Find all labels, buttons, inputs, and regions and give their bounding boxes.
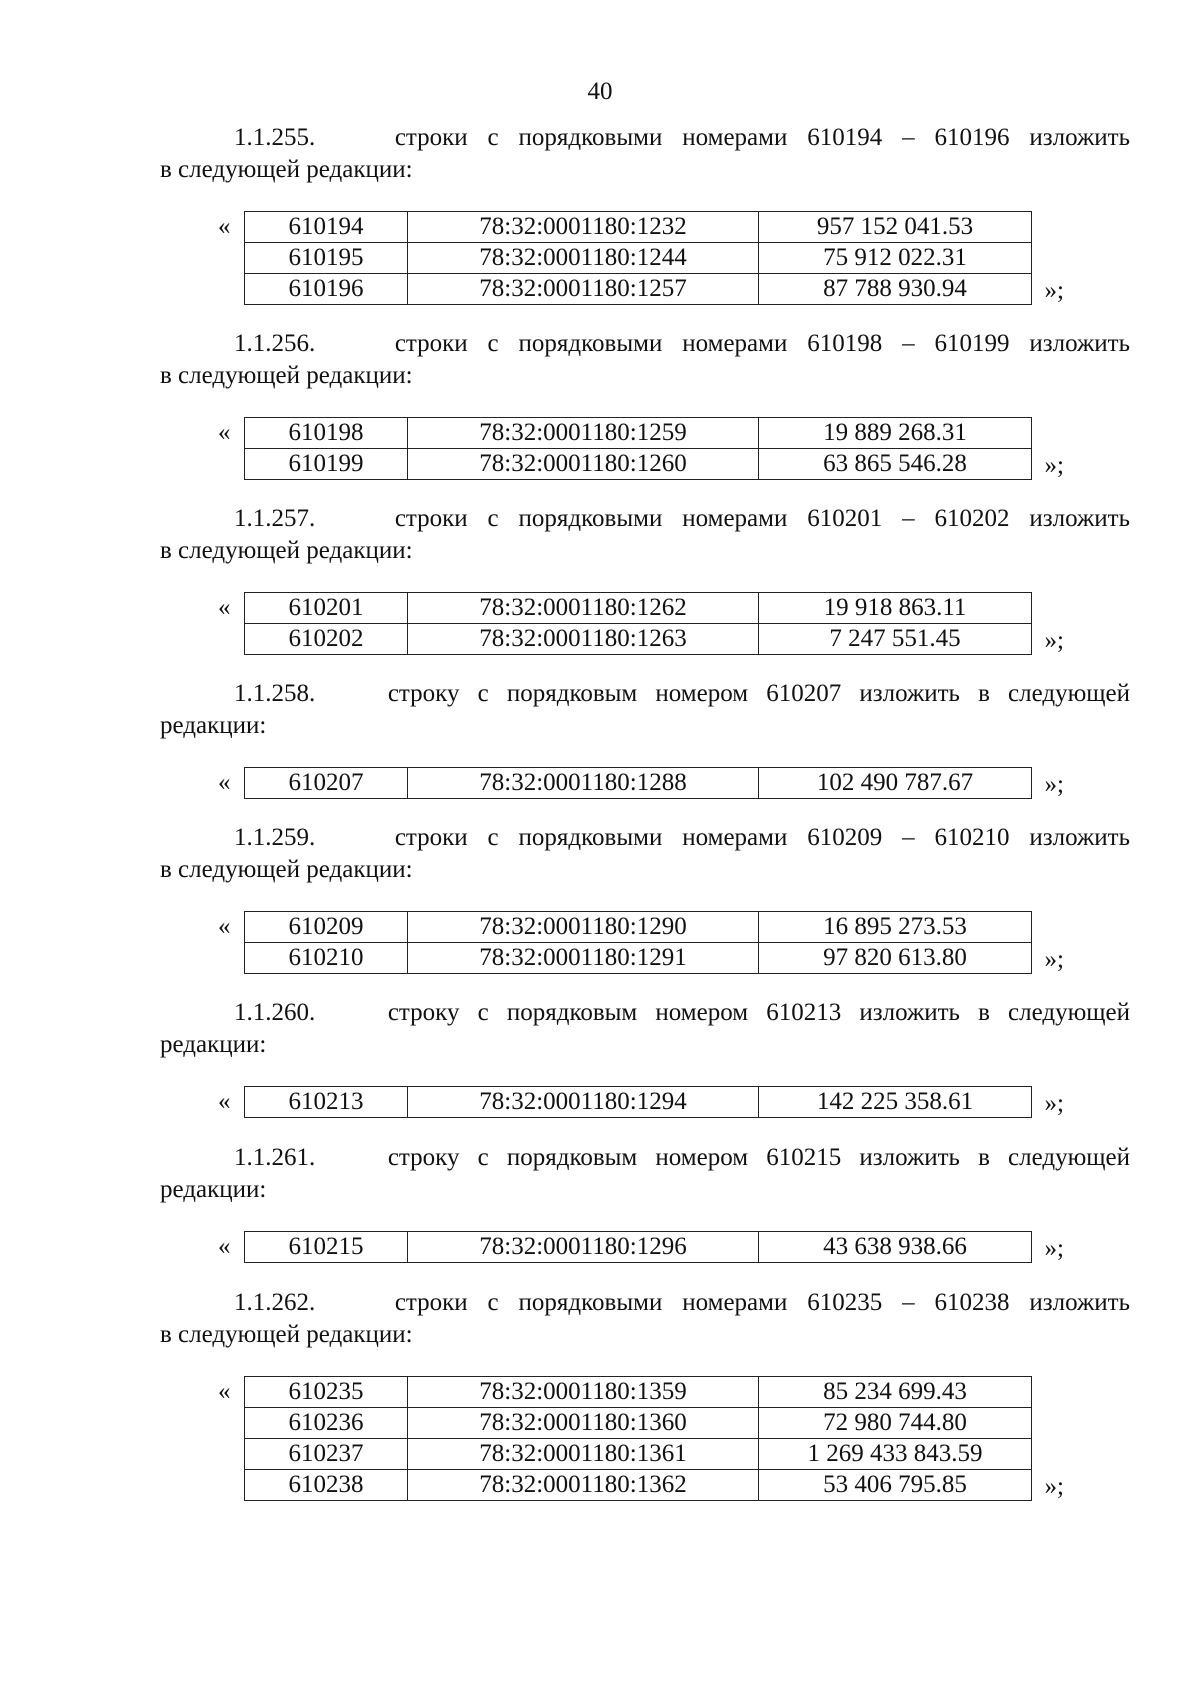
cadastral-number-cell: 78:32:0001180:1294 [408, 1087, 759, 1118]
open-quote: « [218, 769, 231, 796]
amendment-continuation: редакции: [160, 1031, 267, 1058]
table-row [245, 449, 1032, 480]
value-cell: 87 788 930.94 [759, 274, 1032, 305]
value-cell: 75 912 022.31 [759, 243, 1032, 274]
value-cell: 16 895 273.53 [759, 912, 1032, 943]
amendment-section [160, 678, 1130, 799]
close-quote: »; [1044, 452, 1064, 479]
row-number-cell: 610201 [245, 593, 408, 624]
replacement-table [244, 417, 1032, 480]
row-number-cell: 610202 [245, 624, 408, 655]
amendment-continuation: в следующей редакции: [160, 1321, 413, 1348]
table-row [245, 1377, 1032, 1408]
replacement-table [244, 1086, 1032, 1118]
cadastral-number-cell: 78:32:0001180:1259 [408, 418, 759, 449]
cadastral-number-cell: 78:32:0001180:1359 [408, 1377, 759, 1408]
replacement-table-wrap [218, 592, 1064, 655]
value-cell: 53 406 795.85 [759, 1470, 1032, 1501]
amendment-section [160, 997, 1130, 1118]
table-row [245, 1087, 1032, 1118]
cadastral-number-cell: 78:32:0001180:1262 [408, 593, 759, 624]
value-cell: 63 865 546.28 [759, 449, 1032, 480]
amendment-continuation: в следующей редакции: [160, 537, 413, 564]
open-quote: « [218, 1088, 231, 1115]
open-quote: « [218, 1378, 231, 1405]
amendment-heading: 1.1.261. строку с порядковым номером 610215 изложить в следующей [234, 1144, 1130, 1171]
row-number-cell: 610213 [245, 1087, 408, 1118]
amendment-text [160, 997, 1130, 1061]
replacement-table [244, 911, 1032, 974]
amendment-heading: 1.1.258. строку с порядковым номером 610207 изложить в следующей [234, 680, 1130, 707]
replacement-table-wrap [218, 1376, 1064, 1501]
table-row [245, 274, 1032, 305]
amendment-heading: 1.1.262. строки с порядковыми номерами 610235 – 610238 изложить [234, 1289, 1130, 1316]
close-quote: »; [1044, 1473, 1064, 1500]
amendment-text [160, 328, 1130, 392]
page-number: 40 [587, 78, 613, 105]
close-quote: »; [1044, 1090, 1064, 1117]
replacement-table [244, 211, 1032, 305]
row-number-cell: 610238 [245, 1470, 408, 1501]
replacement-table [244, 1231, 1032, 1263]
cadastral-number-cell: 78:32:0001180:1260 [408, 449, 759, 480]
open-quote: « [218, 419, 231, 446]
open-quote: « [218, 594, 231, 621]
row-number-cell: 610209 [245, 912, 408, 943]
replacement-table-wrap [218, 767, 1064, 799]
amendment-heading: 1.1.260. строку с порядковым номером 610213 изложить в следующей [234, 999, 1130, 1026]
cadastral-number-cell: 78:32:0001180:1288 [408, 768, 759, 799]
row-number-cell: 610215 [245, 1232, 408, 1263]
cadastral-number-cell: 78:32:0001180:1257 [408, 274, 759, 305]
open-quote: « [218, 213, 231, 240]
amendment-heading: 1.1.255. строки с порядковыми номерами 610194 – 610196 изложить [234, 124, 1130, 151]
amendment-section [160, 328, 1130, 480]
amendment-continuation: редакции: [160, 1176, 267, 1203]
amendment-continuation: в следующей редакции: [160, 856, 413, 883]
table-row [245, 418, 1032, 449]
amendment-section [160, 1142, 1130, 1263]
row-number-cell: 610236 [245, 1408, 408, 1439]
amendment-section [160, 1287, 1130, 1501]
value-cell: 7 247 551.45 [759, 624, 1032, 655]
row-number-cell: 610194 [245, 212, 408, 243]
amendment-text [160, 678, 1130, 742]
row-number-cell: 610198 [245, 418, 408, 449]
cadastral-number-cell: 78:32:0001180:1291 [408, 943, 759, 974]
cadastral-number-cell: 78:32:0001180:1263 [408, 624, 759, 655]
value-cell: 97 820 613.80 [759, 943, 1032, 974]
close-quote: »; [1044, 771, 1064, 798]
amendment-text [160, 503, 1130, 567]
table-row [245, 912, 1032, 943]
replacement-table-wrap [218, 417, 1064, 480]
value-cell: 1 269 433 843.59 [759, 1439, 1032, 1470]
amendment-continuation: в следующей редакции: [160, 362, 413, 389]
amendment-continuation: редакции: [160, 712, 267, 739]
value-cell: 19 889 268.31 [759, 418, 1032, 449]
table-row [245, 212, 1032, 243]
replacement-table-wrap [218, 211, 1064, 305]
open-quote: « [218, 913, 231, 940]
cadastral-number-cell: 78:32:0001180:1360 [408, 1408, 759, 1439]
replacement-table-wrap [218, 911, 1064, 974]
close-quote: »; [1044, 946, 1064, 973]
replacement-table [244, 592, 1032, 655]
value-cell: 142 225 358.61 [759, 1087, 1032, 1118]
close-quote: »; [1044, 277, 1064, 304]
amendment-text [160, 1142, 1130, 1206]
table-row [245, 1470, 1032, 1501]
amendment-text [160, 122, 1130, 186]
amendment-heading: 1.1.259. строки с порядковыми номерами 610209 – 610210 изложить [234, 824, 1130, 851]
table-row [245, 1439, 1032, 1470]
table-row [245, 1232, 1032, 1263]
row-number-cell: 610210 [245, 943, 408, 974]
cadastral-number-cell: 78:32:0001180:1290 [408, 912, 759, 943]
amendment-section [160, 503, 1130, 655]
replacement-table [244, 1376, 1032, 1501]
value-cell: 957 152 041.53 [759, 212, 1032, 243]
value-cell: 102 490 787.67 [759, 768, 1032, 799]
value-cell: 72 980 744.80 [759, 1408, 1032, 1439]
row-number-cell: 610235 [245, 1377, 408, 1408]
amendment-section [160, 122, 1130, 305]
row-number-cell: 610195 [245, 243, 408, 274]
cadastral-number-cell: 78:32:0001180:1296 [408, 1232, 759, 1263]
replacement-table [244, 767, 1032, 799]
value-cell: 85 234 699.43 [759, 1377, 1032, 1408]
table-row [245, 624, 1032, 655]
table-row [245, 768, 1032, 799]
row-number-cell: 610207 [245, 768, 408, 799]
row-number-cell: 610237 [245, 1439, 408, 1470]
amendment-text [160, 822, 1130, 886]
amendment-section [160, 822, 1130, 974]
amendment-heading: 1.1.257. строки с порядковыми номерами 610201 – 610202 изложить [234, 505, 1130, 532]
row-number-cell: 610199 [245, 449, 408, 480]
row-number-cell: 610196 [245, 274, 408, 305]
open-quote: « [218, 1233, 231, 1260]
cadastral-number-cell: 78:32:0001180:1362 [408, 1470, 759, 1501]
replacement-table-wrap [218, 1231, 1064, 1263]
close-quote: »; [1044, 627, 1064, 654]
amendment-heading: 1.1.256. строки с порядковыми номерами 610198 – 610199 изложить [234, 330, 1130, 357]
cadastral-number-cell: 78:32:0001180:1361 [408, 1439, 759, 1470]
table-row [245, 1408, 1032, 1439]
value-cell: 43 638 938.66 [759, 1232, 1032, 1263]
table-row [245, 243, 1032, 274]
cadastral-number-cell: 78:32:0001180:1244 [408, 243, 759, 274]
table-row [245, 943, 1032, 974]
value-cell: 19 918 863.11 [759, 593, 1032, 624]
close-quote: »; [1044, 1235, 1064, 1262]
replacement-table-wrap [218, 1086, 1064, 1118]
table-row [245, 593, 1032, 624]
amendment-text [160, 1287, 1130, 1351]
cadastral-number-cell: 78:32:0001180:1232 [408, 212, 759, 243]
amendment-continuation: в следующей редакции: [160, 156, 413, 183]
